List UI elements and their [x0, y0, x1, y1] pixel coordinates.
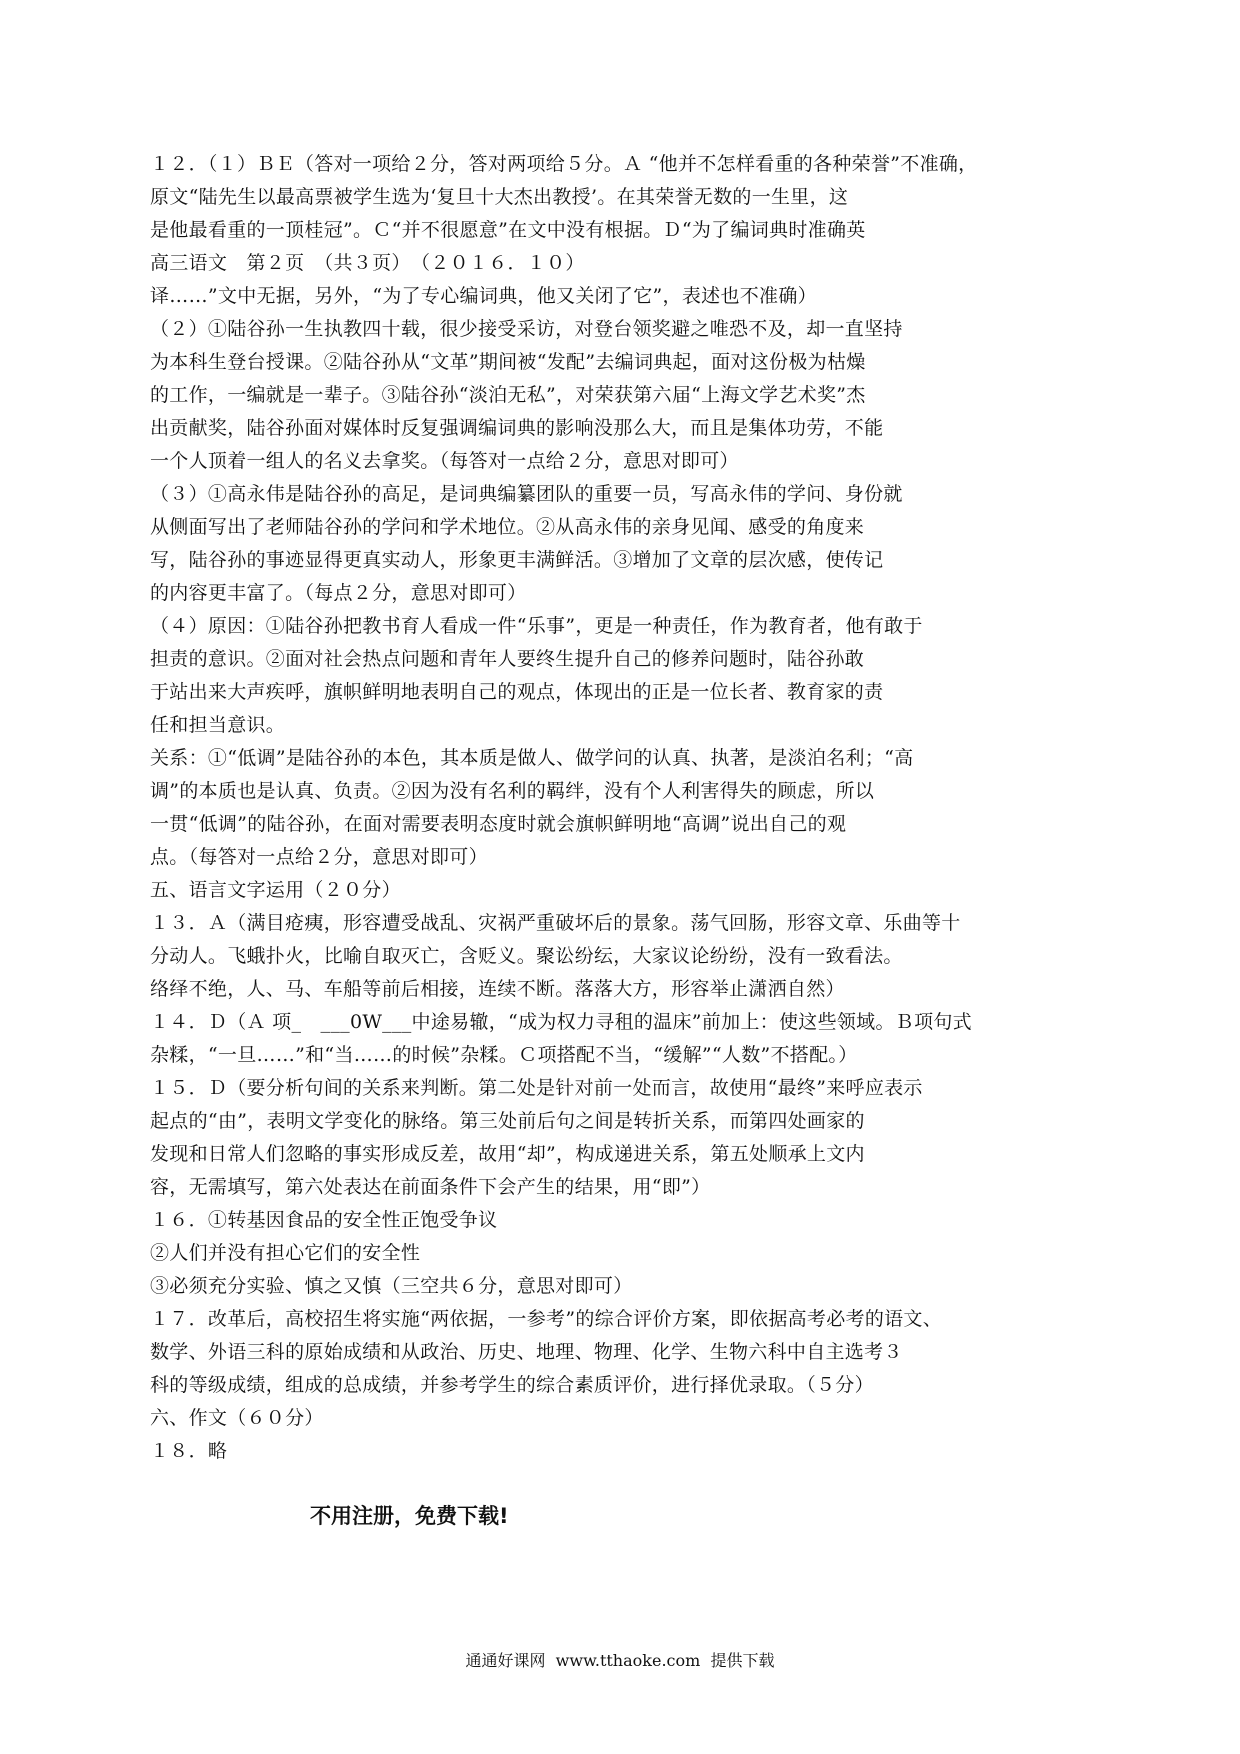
- text-line: 原文“陆先生以最高票被学生选为‘复旦十大杰出教授’。在其荣誉无数的一生里，这: [150, 186, 849, 208]
- text-line: 杂糅，“一旦……”和“当……的时候”杂糅。Ｃ项搭配不当，“缓解”“人数”不搭配。）: [150, 1044, 858, 1066]
- text-line: 从侧面写出了老师陆谷孙的学问和学术地位。②从高永伟的亲身见闻、感受的角度来: [150, 516, 865, 538]
- text-line: １２．（１）ＢＥ（答对一项给２分，答对两项给５分。Ａ “他并不怎样看重的各种荣誉”不准确，: [150, 153, 978, 175]
- text-line: 写，陆谷孙的事迹显得更真实动人，形象更丰满鲜活。③增加了文章的层次感，使传记: [150, 549, 884, 571]
- text-line: 起点的“由”，表明文学变化的脉络。第三处前后句之间是转折关系，而第四处画家的: [150, 1110, 865, 1132]
- text-line: 络绎不绝，人、马、车船等前后相接，连续不断。落落大方，形容举止潇洒自然）: [150, 978, 845, 1000]
- text-line: ②人们并没有担心它们的安全性: [150, 1242, 421, 1264]
- text-line: 担责的意识。②面对社会热点问题和青年人要终生提升自己的修养问题时，陆谷孙敢: [150, 648, 865, 670]
- text-line: 容，无需填写，第六处表达在前面条件下会产生的结果，用“即”）: [150, 1176, 711, 1198]
- text-line: 译……”文中无据，另外，“为了专心编词典，他又关闭了它”，表述也不准确）: [150, 285, 817, 307]
- section-heading: 五、语言文字运用（２０分）: [150, 879, 401, 901]
- text-line: １７．改革后，高校招生将实施“两依据，一参考”的综合评价方案，即依据高考必考的语文、: [150, 1308, 943, 1330]
- section-heading: 六、作文（６０分）: [150, 1407, 324, 1429]
- answer-text-block: [150, 148, 1100, 1468]
- text-line: （４）原因：①陆谷孙把教书育人看成一件“乐事”，更是一种责任，作为教育者，他有敢于: [150, 615, 923, 637]
- free-download-notice: 不用注册，免费下载!: [310, 1504, 509, 1528]
- text-line: 点。（每答对一点给２分，意思对即可）: [150, 846, 488, 868]
- text-line: １５．Ｄ（要分析句间的关系来判断。第二处是针对前一处而言，故使用“最终”来呼应表示: [150, 1077, 923, 1099]
- text-line: 发现和日常人们忽略的事实形成反差，故用“却”，构成递进关系，第五处顺承上文内: [150, 1143, 865, 1165]
- text-line: 任和担当意识。: [150, 714, 286, 736]
- text-line: 的内容更丰富了。（每点２分，意思对即可）: [150, 582, 527, 604]
- text-line: 的工作，一编就是一辈子。③陆谷孙“淡泊无私”，对荣获第六届“上海文学艺术奖”杰: [150, 384, 866, 406]
- text-line: ③必须充分实验、慎之又慎（三空共６分，意思对即可）: [150, 1275, 633, 1297]
- text-line: （２）①陆谷孙一生执教四十载，很少接受采访，对登台领奖避之唯恐不及，却一直坚持: [150, 318, 903, 340]
- text-line: （３）①高永伟是陆谷孙的高足，是词典编纂团队的重要一员，写高永伟的学问、身份就: [150, 483, 903, 505]
- text-line: 关系：①“低调”是陆谷孙的本色，其本质是做人、做学问的认真、执著，是淡泊名利；“高: [150, 747, 914, 769]
- text-line: 数学、外语三科的原始成绩和从政治、历史、地理、物理、化学、生物六科中自主选考３: [150, 1341, 903, 1363]
- text-line: 是他最看重的一顶桂冠”。Ｃ“并不很愿意”在文中没有根据。Ｄ“为了编词典时准确英: [150, 219, 866, 241]
- text-line: １４．Ｄ（Ａ 项_ ___0W___中途易辙，“成为权力寻租的温床”前加上：使这些领域。Ｂ项句式: [150, 1011, 972, 1033]
- text-line: 于站出来大声疾呼，旗帜鲜明地表明自己的观点，体现出的正是一位长者、教育家的责: [150, 681, 884, 703]
- text-line: 调”的本质也是认真、负责。②因为没有名利的羁绊，没有个人利害得失的顾虑，所以: [150, 780, 875, 802]
- text-line: 出贡献奖，陆谷孙面对媒体时反复强调编词典的影响没那么大，而且是集体功劳，不能: [150, 417, 884, 439]
- page-footer: 通通好课网 www.tthaoke.com 提供下载: [465, 1651, 775, 1670]
- text-line: 分动人。飞蛾扑火，比喻自取灭亡，含贬义。聚讼纷纭，大家议论纷纷，没有一致看法。: [150, 945, 903, 967]
- text-line: 为本科生登台授课。②陆谷孙从“文革”期间被“发配”去编词典起，面对这份极为枯燥: [150, 351, 866, 373]
- text-line: １８．略: [150, 1440, 228, 1462]
- text-line: １６．①转基因食品的安全性正饱受争议: [150, 1209, 498, 1231]
- page-header-line: 高三语文 第２页 （共３页） （２０１６．１０）: [150, 252, 585, 274]
- text-line: 科的等级成绩，组成的总成绩，并参考学生的综合素质评价，进行择优录取。（５分）: [150, 1374, 874, 1396]
- text-line: 一贯“低调”的陆谷孙，在面对需要表明态度时就会旗帜鲜明地“高调”说出自己的观: [150, 813, 847, 835]
- text-line: 一个人顶着一组人的名义去拿奖。（每答对一点给２分，意思对即可）: [150, 450, 739, 472]
- text-line: １３．Ａ（满目疮痍，形容遭受战乱、灾祸严重破坏后的景象。荡气回肠，形容文章、乐曲等十: [150, 912, 961, 934]
